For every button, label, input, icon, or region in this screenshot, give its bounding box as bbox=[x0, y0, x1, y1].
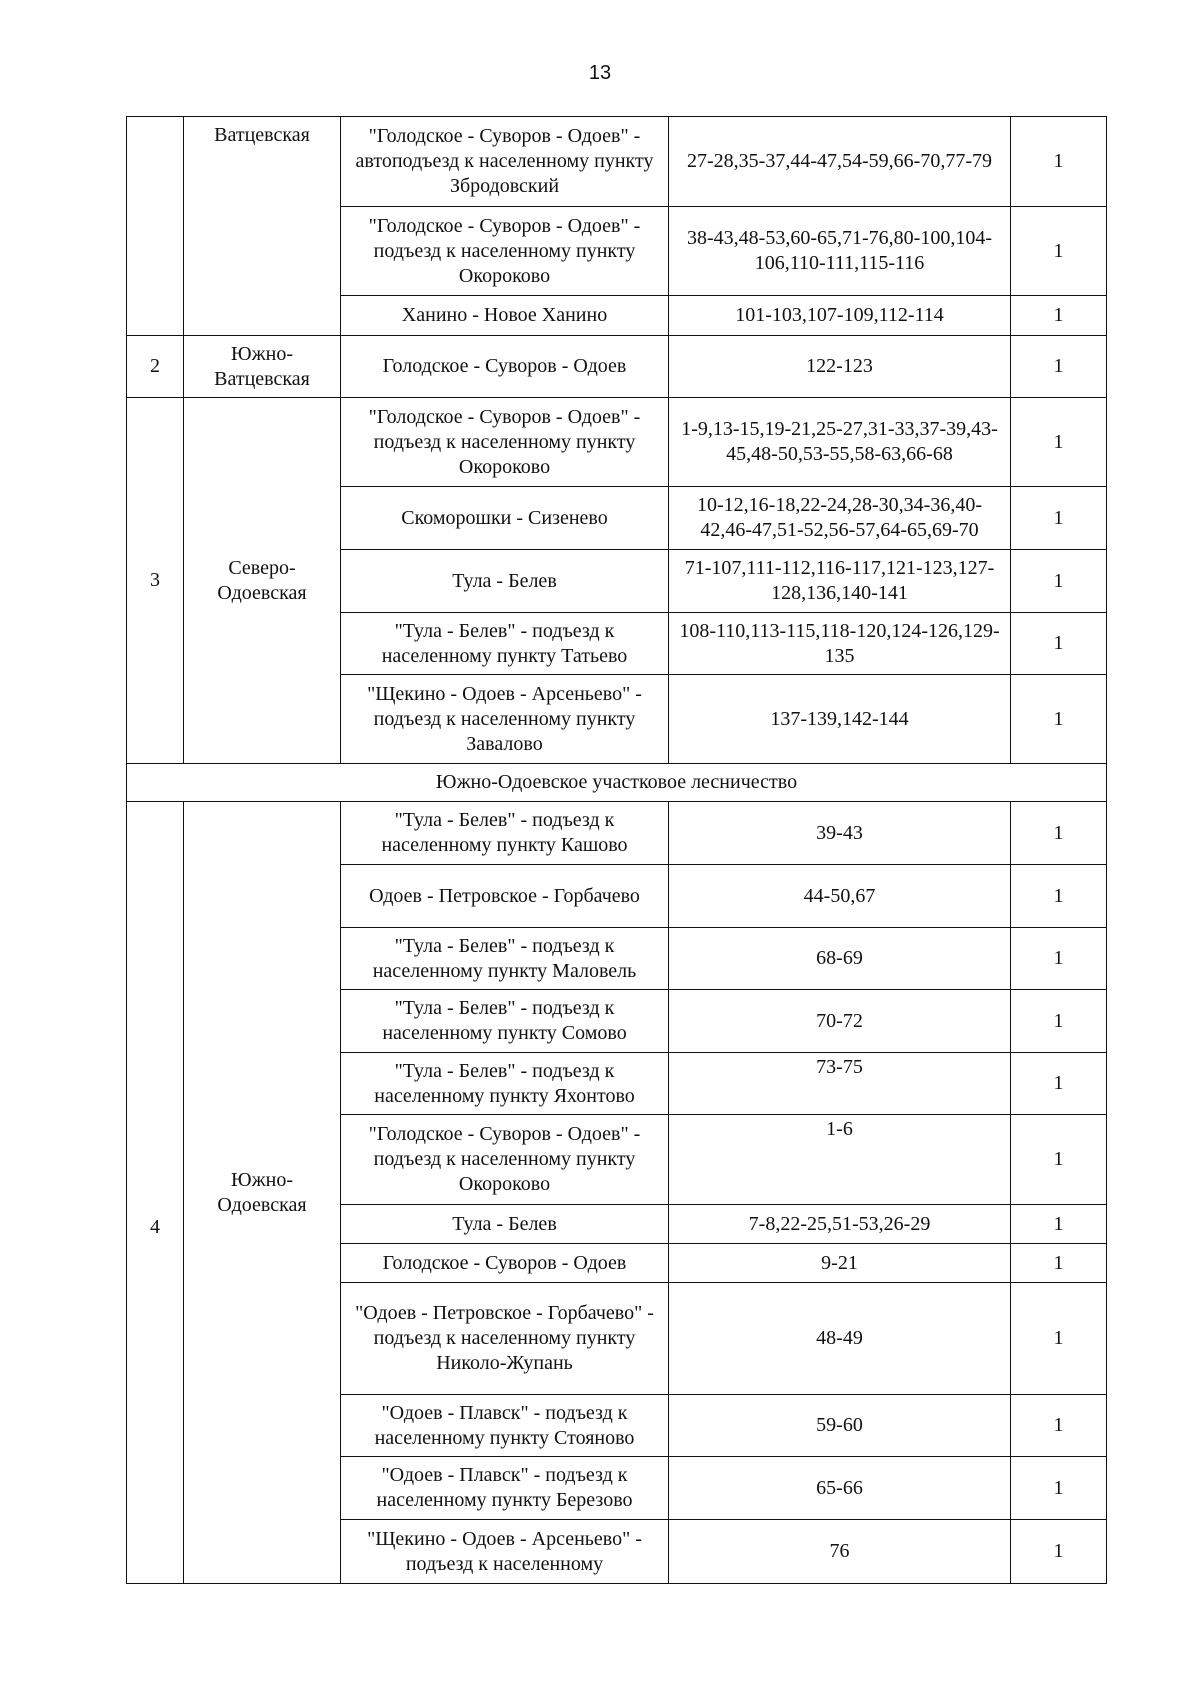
count-cell: 1 bbox=[1011, 398, 1107, 487]
road-cell: Тула - Белев bbox=[341, 1205, 669, 1244]
count-cell: 1 bbox=[1011, 1283, 1107, 1395]
road-cell: "Щекино - Одоев - Арсеньево" - подъезд к населенному пункту Завалово bbox=[341, 675, 669, 764]
kvartals-cell: 108-110,113-115,118-120,124-126,129-135 bbox=[669, 613, 1011, 675]
road-cell: "Голодское - Суворов - Одоев" - подъезд к населенному пункту Окороково bbox=[341, 207, 669, 296]
table-row bbox=[127, 117, 1107, 207]
count-cell: 1 bbox=[1011, 1520, 1107, 1584]
kvartals-cell: 1-9,13-15,19-21,25-27,31-33,37-39,43-45,48-50,53-55,58-63,66-68 bbox=[669, 398, 1011, 487]
section-title: Южно-Одоевское участковое лесничество bbox=[127, 764, 1107, 802]
kvartals-cell: 73-75 bbox=[669, 1053, 1011, 1115]
count-cell: 1 bbox=[1011, 1457, 1107, 1520]
kvartals-cell: 48-49 bbox=[669, 1283, 1011, 1395]
kvartals-cell: 1-6 bbox=[669, 1115, 1011, 1205]
kvartals-cell: 137-139,142-144 bbox=[669, 675, 1011, 764]
road-cell: "Голодское - Суворов - Одоев" - автоподъезд к населенному пункту Збродовский bbox=[341, 117, 669, 207]
row-number-cell: 2 bbox=[127, 336, 184, 398]
kvartals-cell: 39-43 bbox=[669, 802, 1011, 865]
kvartals-cell: 10-12,16-18,22-24,28-30,34-36,40-42,46-47,51-52,56-57,64-65,69-70 bbox=[669, 487, 1011, 550]
road-cell: "Голодское - Суворов - Одоев" - подъезд к населенному пункту Окороково bbox=[341, 398, 669, 487]
kvartals-cell: 27-28,35-37,44-47,54-59,66-70,77-79 bbox=[669, 117, 1011, 207]
road-cell: Голодское - Суворов - Одоев bbox=[341, 336, 669, 398]
road-cell: "Одоев - Плавск" - подъезд к населенному пункту Березово bbox=[341, 1457, 669, 1520]
count-cell: 1 bbox=[1011, 990, 1107, 1053]
road-cell: Ханино - Новое Ханино bbox=[341, 296, 669, 336]
row-number-cell: 4 bbox=[127, 802, 184, 1584]
count-cell: 1 bbox=[1011, 296, 1107, 336]
kvartals-cell: 44-50,67 bbox=[669, 865, 1011, 928]
road-cell: Тула - Белев bbox=[341, 550, 669, 613]
kvartals-cell: 59-60 bbox=[669, 1395, 1011, 1457]
count-cell: 1 bbox=[1011, 865, 1107, 928]
count-cell: 1 bbox=[1011, 1205, 1107, 1244]
district-cell: Южно-Одоевская bbox=[184, 802, 341, 1584]
kvartals-cell: 122-123 bbox=[669, 336, 1011, 398]
count-cell: 1 bbox=[1011, 1053, 1107, 1115]
kvartals-cell: 65-66 bbox=[669, 1457, 1011, 1520]
district-cell: Северо-Одоевская bbox=[184, 398, 341, 764]
road-cell: "Тула - Белев" - подъезд к населенному пункту Маловель bbox=[341, 928, 669, 990]
row-number-cell bbox=[127, 117, 184, 336]
road-cell: "Тула - Белев" - подъезд к населенному пункту Сомово bbox=[341, 990, 669, 1053]
count-cell: 1 bbox=[1011, 336, 1107, 398]
table-row bbox=[127, 336, 1107, 398]
table-row bbox=[127, 398, 1107, 487]
road-cell: "Тула - Белев" - подъезд к населенному пункту Яхонтово bbox=[341, 1053, 669, 1115]
road-cell: "Тула - Белев" - подъезд к населенному пункту Кашово bbox=[341, 802, 669, 865]
kvartals-cell: 68-69 bbox=[669, 928, 1011, 990]
count-cell: 1 bbox=[1011, 1395, 1107, 1457]
count-cell: 1 bbox=[1011, 1115, 1107, 1205]
kvartals-cell: 101-103,107-109,112-114 bbox=[669, 296, 1011, 336]
section-row bbox=[127, 764, 1107, 802]
count-cell: 1 bbox=[1011, 117, 1107, 207]
kvartals-cell: 9-21 bbox=[669, 1244, 1011, 1283]
count-cell: 1 bbox=[1011, 550, 1107, 613]
kvartals-cell: 70-72 bbox=[669, 990, 1011, 1053]
district-cell: Южно-Ватцевская bbox=[184, 336, 341, 398]
road-cell: "Щекино - Одоев - Арсеньево" - подъезд к населенному bbox=[341, 1520, 669, 1584]
road-cell: Скоморошки - Сизенево bbox=[341, 487, 669, 550]
kvartals-cell: 7-8,22-25,51-53,26-29 bbox=[669, 1205, 1011, 1244]
kvartals-cell: 76 bbox=[669, 1520, 1011, 1584]
count-cell: 1 bbox=[1011, 207, 1107, 296]
count-cell: 1 bbox=[1011, 675, 1107, 764]
count-cell: 1 bbox=[1011, 1244, 1107, 1283]
road-table bbox=[126, 116, 1107, 1584]
road-cell: "Одоев - Плавск" - подъезд к населенному пункту Стояново bbox=[341, 1395, 669, 1457]
road-cell: Голодское - Суворов - Одоев bbox=[341, 1244, 669, 1283]
road-cell: "Одоев - Петровское - Горбачево" - подъезд к населенному пункту Николо-Жупань bbox=[341, 1283, 669, 1395]
district-cell: Ватцевская bbox=[184, 117, 341, 336]
kvartals-cell: 38-43,48-53,60-65,71-76,80-100,104-106,110-111,115-116 bbox=[669, 207, 1011, 296]
count-cell: 1 bbox=[1011, 928, 1107, 990]
kvartals-cell: 71-107,111-112,116-117,121-123,127-128,136,140-141 bbox=[669, 550, 1011, 613]
count-cell: 1 bbox=[1011, 487, 1107, 550]
table-row bbox=[127, 802, 1107, 865]
count-cell: 1 bbox=[1011, 613, 1107, 675]
row-number-cell: 3 bbox=[127, 398, 184, 764]
road-cell: Одоев - Петровское - Горбачево bbox=[341, 865, 669, 928]
road-cell: "Тула - Белев" - подъезд к населенному пункту Татьево bbox=[341, 613, 669, 675]
count-cell: 1 bbox=[1011, 802, 1107, 865]
page-number: 13 bbox=[588, 62, 612, 84]
road-cell: "Голодское - Суворов - Одоев" - подъезд к населенному пункту Окороково bbox=[341, 1115, 669, 1205]
